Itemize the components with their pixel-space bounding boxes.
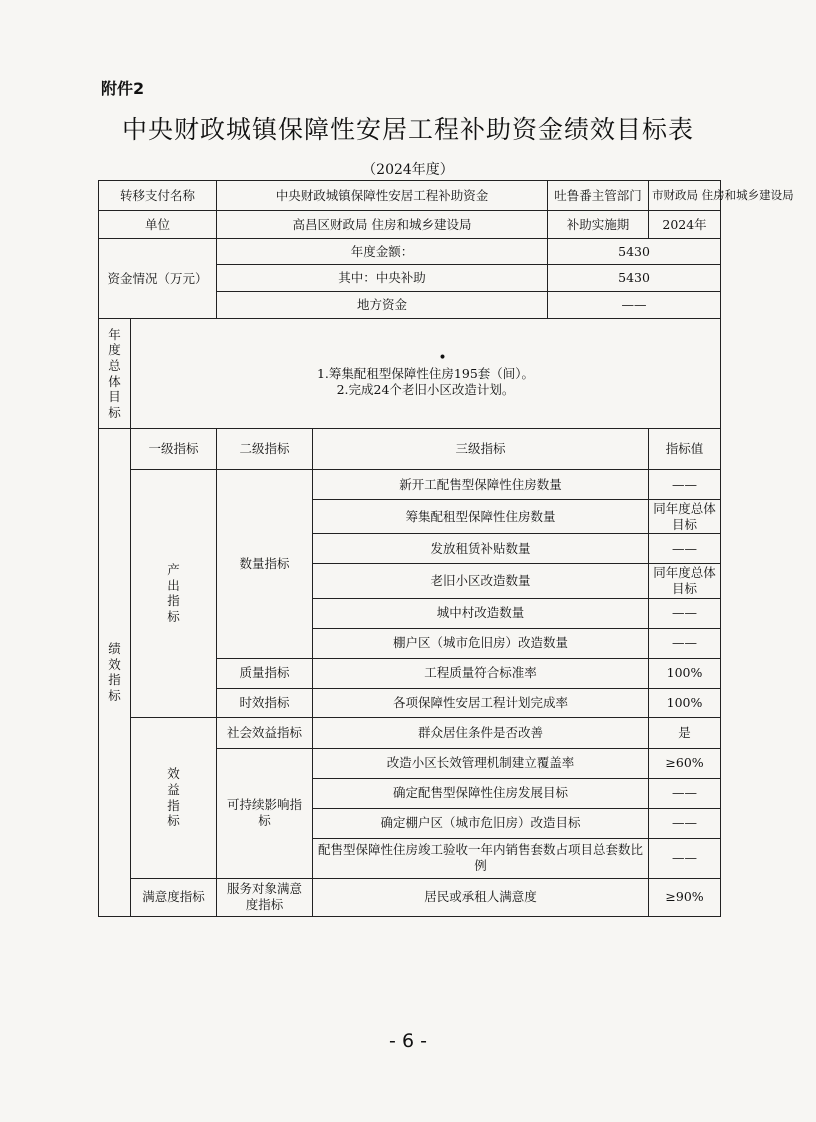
annual-goal-content: [131, 319, 721, 429]
table-row: [99, 717, 721, 748]
fiscal-year: （2024年度）: [362, 162, 454, 178]
table-row: [99, 878, 721, 916]
indicator-name: 居民或承租人满意度: [313, 878, 649, 916]
funds-local-label: 地方资金: [217, 292, 548, 319]
timeliness-indicators-label: 时效指标: [217, 688, 313, 717]
header-level2: 二级指标: [217, 429, 313, 470]
transfer-name-label: 转移支付名称: [99, 181, 217, 211]
indicator-value: ——: [649, 778, 721, 808]
performance-indicators-label: 绩 效 指 标: [99, 429, 131, 917]
table-row: [99, 470, 721, 500]
header-level3: 三级指标: [313, 429, 649, 470]
indicator-name: 发放租赁补贴数量: [313, 534, 649, 564]
indicator-name: 改造小区长效管理机制建立覆盖率: [313, 748, 649, 778]
funds-central-label: 其中：中央补助: [217, 265, 548, 292]
page-number: - 6 -: [389, 1030, 427, 1052]
sustainable-impact-label: 可持续影响指 标: [217, 748, 313, 878]
funds-annual-label: 年度金额：: [217, 239, 548, 265]
period-label: 补助实施期: [548, 211, 649, 239]
benefit-indicators-label: 效 益 指 标: [131, 717, 217, 878]
performance-target-table: [98, 180, 794, 917]
satisfaction-indicators-label: 满意度指标: [131, 878, 217, 916]
indicator-value: ——: [649, 470, 721, 500]
table-row: [99, 181, 721, 211]
table-row: [99, 211, 721, 239]
quality-indicators-label: 质量指标: [217, 658, 313, 688]
funds-local-value: ——: [548, 292, 721, 319]
indicator-name: 城中村改造数量: [313, 598, 649, 628]
indicator-name: 确定配售型保障性住房发展目标: [313, 778, 649, 808]
page-title: 中央财政城镇保障性安居工程补助资金绩效目标表: [121, 115, 694, 144]
goal-line-2: 2.完成24个老旧小区改造计划。: [336, 381, 515, 397]
header-value: 指标值: [649, 429, 721, 470]
output-indicators-label: 产 出 指 标: [131, 470, 217, 718]
header-level1: 一级指标: [131, 429, 217, 470]
unit-value: 高昌区财政局 住房和城乡建设局: [217, 211, 548, 239]
indicator-value: 100%: [649, 688, 721, 717]
indicator-value: ——: [649, 534, 721, 564]
funds-label: 资金情况（万元）: [99, 239, 217, 319]
indicator-value: 同年度总体目标: [649, 500, 721, 534]
indicator-value: 100%: [649, 658, 721, 688]
indicator-name: 筹集配租型保障性住房数量: [313, 500, 649, 534]
indicator-value: ——: [649, 628, 721, 658]
indicator-value: ≥60%: [649, 748, 721, 778]
indicator-value: ——: [649, 838, 721, 878]
funds-central-value: 5430: [548, 265, 721, 292]
indicator-name: 新开工配售型保障性住房数量: [313, 470, 649, 500]
bullet-mark: •: [438, 349, 447, 366]
indicator-value: 是: [649, 717, 721, 748]
funds-annual-value: 5430: [548, 239, 721, 265]
transfer-name-value: 中央财政城镇保障性安居工程补助资金: [217, 181, 548, 211]
period-value: 2024年: [649, 211, 721, 239]
indicator-name: 群众居住条件是否改善: [313, 717, 649, 748]
indicator-value: ——: [649, 598, 721, 628]
indicator-name: 棚户区（城市危旧房）改造数量: [313, 628, 649, 658]
table-row: [99, 319, 721, 429]
table-row: [99, 239, 721, 265]
indicator-name: 工程质量符合标准率: [313, 658, 649, 688]
indicator-value: 同年度总体目标: [649, 564, 721, 598]
quantity-indicators-label: 数量指标: [217, 470, 313, 659]
indicator-value: ——: [649, 808, 721, 838]
dept-label: 吐鲁番主管部门: [548, 181, 649, 211]
goal-line-1: 1.筹集配租型保障性住房195套（间）。: [316, 365, 535, 381]
attachment-label: 附件2: [101, 79, 145, 98]
indicator-name: 配售型保障性住房竣工验收一年内销售套数占项目总套数比例: [313, 838, 649, 878]
dept-value: 市财政局 住房和城乡建设局: [649, 181, 721, 211]
indicator-value: ≥90%: [649, 878, 721, 916]
social-benefit-label: 社会效益指标: [217, 717, 313, 748]
indicator-name: 确定棚户区（城市危旧房）改造目标: [313, 808, 649, 838]
indicator-name: 各项保障性安居工程计划完成率: [313, 688, 649, 717]
indicator-name: 老旧小区改造数量: [313, 564, 649, 598]
table-row: [99, 429, 721, 470]
unit-label: 单位: [99, 211, 217, 239]
service-satisfaction-label: 服务对象满意 度指标: [217, 878, 313, 916]
annual-goal-label: 年 度 总 体 目 标: [99, 319, 131, 429]
